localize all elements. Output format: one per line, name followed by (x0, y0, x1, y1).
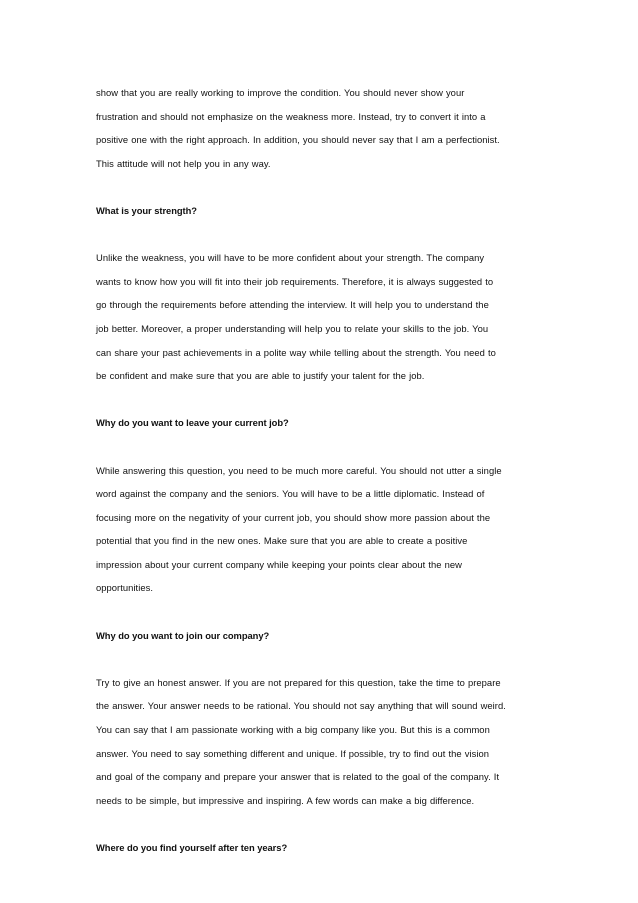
paragraph-gap (96, 603, 548, 627)
paragraph-weakness-continued (96, 84, 548, 178)
text-line: the answer. Your answer needs to be rational. You should not say anything that will sound weird. (96, 700, 506, 712)
text-line: While answering this question, you need to be much more careful. You should not utter a single (96, 464, 502, 476)
text-line: focusing more on the negativity of your current job, you should show more passion about the (96, 511, 491, 523)
text-line: Try to give an honest answer. If you are not prepared for this question, take the time to prepare (96, 676, 501, 688)
document-body (96, 84, 548, 863)
text-line: potential that you find in the new ones. Make sure that you are able to create a positive (96, 535, 468, 547)
paragraph-gap (96, 815, 548, 839)
section-heading-join-company: Why do you want to join our company? (96, 629, 270, 641)
text-line: and goal of the company and prepare your answer that is related to the goal of the company. It (96, 771, 500, 783)
paragraph-gap (96, 226, 548, 250)
paragraph-gap (96, 178, 548, 202)
section-heading-leave-job: Why do you want to leave your current job? (96, 417, 289, 429)
section-heading-strength: What is your strength? (96, 204, 197, 216)
text-line: wants to know how you will fit into their job requirements. Therefore, it is always suggested to (96, 275, 494, 287)
section-heading-ten-years: Where do you find yourself after ten years? (96, 842, 288, 853)
paragraph-leave-job (96, 462, 548, 604)
text-line: answer. You need to say something different and unique. If possible, try to find out the vision (96, 747, 489, 759)
text-line: impression about your current company while keeping your points clear about the new (96, 558, 462, 570)
text-line: needs to be simple, but impressive and inspiring. A few words can make a big difference. (96, 794, 475, 806)
paragraph-strength (96, 249, 548, 391)
text-line: frustration and should not emphasize on the weakness more. Instead, try to convert it into a (96, 110, 486, 122)
text-line: show that you are really working to improve the condition. You should never show your (96, 87, 465, 98)
text-line: opportunities. (96, 582, 153, 594)
paragraph-gap (96, 650, 548, 674)
paragraph-join-company (96, 674, 548, 816)
text-line: word against the company and the seniors. You will have to be a little diplomatic. Instead of (96, 488, 485, 500)
text-line: positive one with the right approach. In addition, you should never say that I am a perfectionist. (96, 134, 500, 146)
text-line: go through the requirements before attending the interview. It will help you to understand the (96, 299, 489, 311)
text-line: be confident and make sure that you are able to justify your talent for the job. (96, 370, 425, 382)
text-line: You can say that I am passionate working with a big company like you. But this is a common (96, 724, 490, 736)
paragraph-gap (96, 391, 548, 415)
paragraph-gap (96, 438, 548, 462)
text-line: Unlike the weakness, you will have to be more confident about your strength. The company (96, 252, 485, 264)
text-line: job better. Moreover, a proper understanding will help you to relate your skills to the job. You (96, 322, 489, 334)
text-line: This attitude will not help you in any way. (96, 157, 271, 169)
text-line: can share your past achievements in a polite way while telling about the strength. You need to (96, 346, 496, 358)
